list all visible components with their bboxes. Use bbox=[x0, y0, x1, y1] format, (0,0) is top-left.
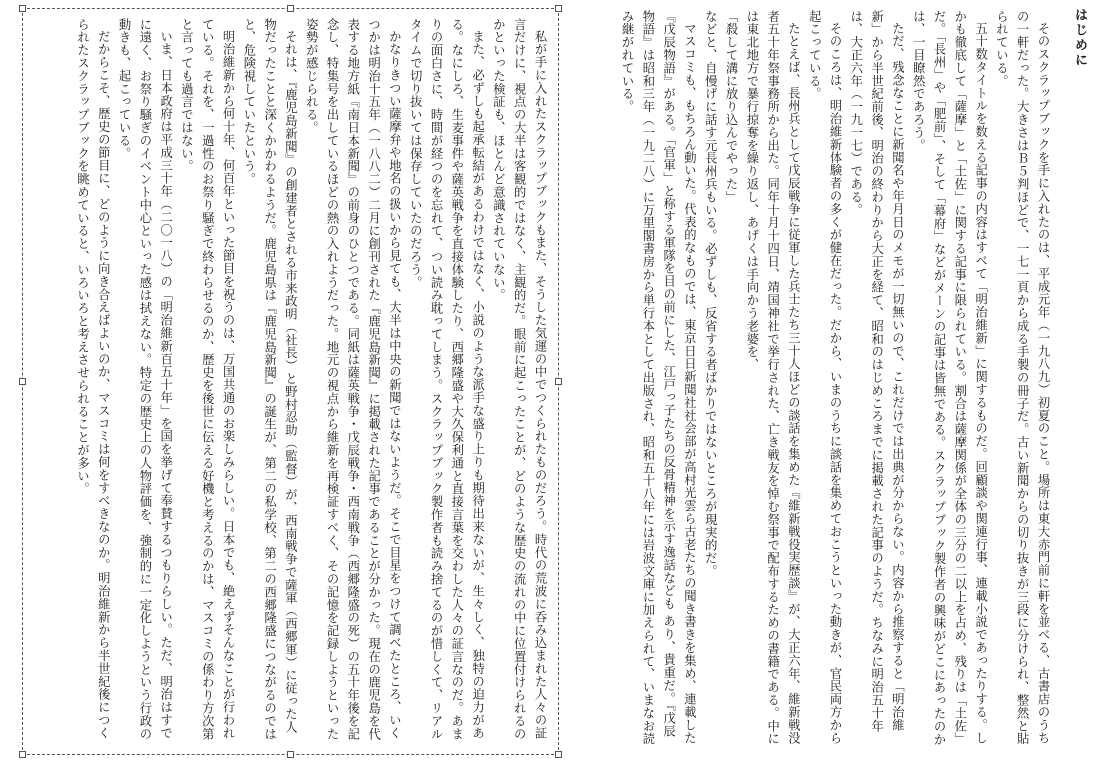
paragraph: マスコミも、もちろん動いた。代表的なものでは、東京日日新聞社社会部が高村光雲ら古老たちの聞き書きを集め、連載した『戊辰物語』がある。「官軍」と称する軍隊を目の前にした、江戸っ子たちの反骨精神を示す逸話なども あり、貴重だ。『戊辰物語』は昭和三年（一九二八）に万里閣書房から単行本として出版され、昭和五十八年には岩波文庫に加えられて、いまなお読み継がれている。 bbox=[620, 10, 697, 746]
resize-handle-bottom-left[interactable] bbox=[19, 751, 26, 758]
resize-handle-bottom-right[interactable] bbox=[555, 751, 562, 758]
resize-handle-top-right[interactable] bbox=[555, 5, 562, 12]
paragraph: だからこそ、歴史の節目に、どのように向き合えばよいのか、マスコミは何をすべきなのか。明治維新から半世紀後につくられたスクラップブックを眺めていると、いろいろと考えさせられることが多い。 bbox=[75, 18, 111, 740]
resize-handle-top-left[interactable] bbox=[19, 5, 26, 12]
paragraph: かなりきつい薩摩弁や地名の扱いから見ても、大半は中央の新聞ではないようだ。そこで目星をつけて調べたところ、いくつかは明治十五年（一八八二）二月に創刊された『鹿児島新聞』に掲載された記事であることが分かった。現在の鹿児島を代表する地方紙『南日本新聞』の前身のひとつである。同紙は薩英戦争・戊辰戦争・西南戦争（西郷隆盛の死）の五十年後を記念し、特集号を出しているほどの熱の入れようだった。地元の視点から維新を再検証すべく、その記憶を記録しようといった姿勢が感じられる。 bbox=[304, 18, 402, 741]
resize-handle-middle-right[interactable] bbox=[555, 378, 562, 385]
paragraph: 私が手に入れたスクラップブックもまた、そうした気運の中でつくられたものだろう。時代の荒波に呑み込まれた人々の証言だけに、視点の大半は客観的ではなく、主観的だ。眼前に起こったことが、どのような歴史の流れの中に位置付けられるのかといった検証も、ほとんど意識されていない。 bbox=[491, 18, 547, 741]
resize-handle-middle-left[interactable] bbox=[19, 378, 26, 385]
paragraph: たとえば、長州兵として戊辰戦争に従軍した兵士たち三十人ほどの談話を集めた『維新戦役実歴談』が、大正六年、維新戦没者五十年祭事務所から出た。同年十月十四日、靖国神社で挙行された、亡き戦友を悼む祭事で配布するための書籍である。中には東北地方で暴行掠奪を繰り返し、あげくは手向かう老婆を、 bbox=[744, 10, 801, 746]
resize-handle-bottom-center[interactable] bbox=[287, 751, 294, 758]
paragraph: いま、日本政府は平成三十年（二〇一八）の「明治維新百五十年」を国を挙げて奉賛するつもりらしい。ただ、明治はすでに遠く、お祭り騒ぎのイベント中心といった感は拭えない。特定の歴史上の人物評価を、強制的に一定化しようという行政の動きも、起こっている。 bbox=[117, 18, 173, 741]
paragraph: ただ、残念なことに新聞名や年月日のメモが一切無いので、これだけでは出典が分からない。内容から推察すると「明治維新」から半世紀前後、明治の終わりから大正を経て、昭和のはじめころまでに掲載された記事のようだ。ちなみに明治五十年は、大正六年（一九一七）である。 bbox=[848, 10, 905, 733]
paragraph: そのころは、明治維新体験者の多くが健在だった。だから、いまのうちに談話を集めておこうといった動きが、官民両方から起こっている。 bbox=[807, 10, 843, 745]
page-title: はじめに bbox=[1072, 8, 1087, 68]
left-text-block bbox=[30, 18, 550, 742]
paragraph: 明治維新から何十年、何百年といった節目を祝うのは、万国共通のお楽しみらしい。日本でも、絶えずそんなことが行われている。それを、一過性のお祭り騒ぎで終わらせるのか、歴史を後世に伝える好機と考えるのかは、マスコミの係わり方次第と言っても過言ではない。 bbox=[179, 18, 236, 741]
paragraph: などと、自慢げに話す元長州兵もいる。必ずしも、反省する者ばかりではないところが現実的だ。 bbox=[703, 10, 718, 578]
quote-paragraph: 「殺して溝に放り込んでやった」 bbox=[724, 10, 739, 204]
paragraph: また、必ずしも起承転結があるわけではなく、小説のような派手な盛り上りも期待出来ないが、生々しく、独特の迫力がある。なにしろ、生麦事件や薩英戦争を直接体験したり、西郷隆盛や大久保利通と直接言葉を交わした人々の証言なのだ。あまりの面白さに、時間が経つのを忘れて、つい読み耽ってしまう。スクラップブック製作者も読み捨てるのが惜しくて、リアルタイムで切り抜いては保存していたのだろう。 bbox=[408, 18, 485, 741]
right-text-block bbox=[583, 10, 1053, 748]
paragraph: そのスクラップブックを手に入れたのは、平成元年（一九八九）初夏のこと。場所は東大赤門前に軒を並べる、古書店のうちの一軒だった。大きさはＢ５判ほどで、一七一頁から成る手製の冊子だ。古い新聞からの切り抜きが三段に分けられ、整然と貼られている。 bbox=[994, 10, 1050, 746]
paragraph: それは、『鹿児島新聞』の創建者とされる市来政明（社長）と野村忍助（監督）が、西南戦争で薩軍（西郷軍）に従った人物だったことと深くかかわるようだ。鹿児島県は『鹿児島新聞』の誕生が、第二の私学校、第二の西郷隆盛につながるのではと、危険視していたという。 bbox=[241, 18, 298, 741]
resize-handle-top-center[interactable] bbox=[287, 5, 294, 12]
paragraph: 五十数タイトルを数える記事の内容はすべて「明治維新」に関するものだ。回顧談や関連行事、連載小説であったりする。しかも徹底して「薩摩」と「土佐」に関する記事に限られている。割合は薩摩関係が全体の三分の二以上を占め、残りは「土佐」だ。「長州」や「肥前」、そして「幕府」などがメーンの記事は皆無である。スクラップブック製作者の興味がどこにあったのかは、一目瞭然であろう。 bbox=[911, 10, 988, 746]
